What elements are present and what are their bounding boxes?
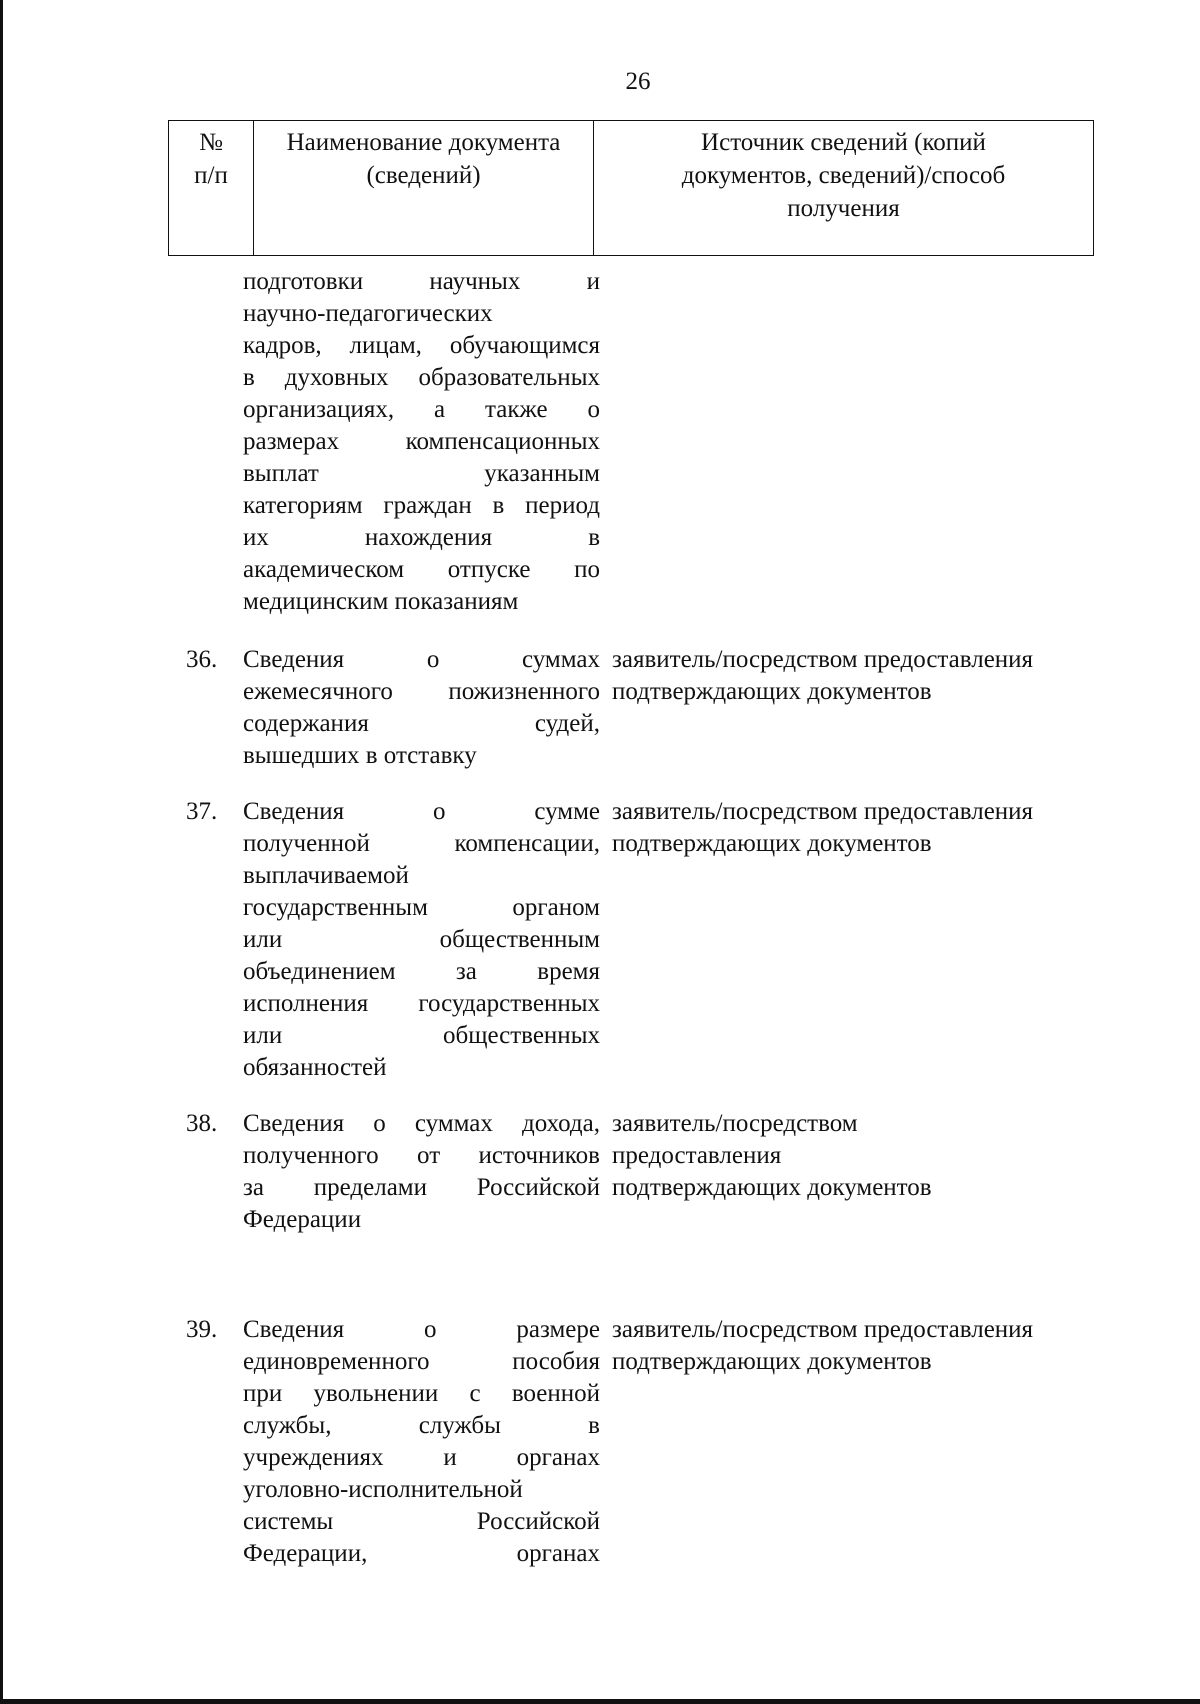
source-cell	[612, 1108, 1092, 1204]
document-name-cell	[243, 266, 600, 618]
text-line: кадров, лицам, обучающимся	[243, 332, 600, 359]
text-line: подготовки научных и	[243, 268, 600, 295]
text-line: при увольнении с военной	[243, 1380, 600, 1407]
text-line: подтверждающих документов	[612, 1174, 932, 1201]
text-line: за пределами Российской	[243, 1174, 600, 1201]
scan-edge-left	[0, 0, 3, 1704]
text-line: выплачиваемой	[243, 862, 409, 889]
text-line: единовременного пособия	[243, 1348, 600, 1375]
text-line: содержания судей,	[243, 710, 600, 737]
row-number: 37.	[186, 798, 218, 825]
text-line: предоставления	[612, 1142, 782, 1169]
document-name-cell	[243, 644, 600, 772]
text-line: заявитель/посредством предоставления	[612, 1316, 1034, 1343]
text-line: заявитель/посредством предоставления	[612, 646, 1034, 673]
text-line: их нахождения в	[243, 524, 600, 551]
text-line: Сведения о суммах	[243, 646, 600, 673]
text-line: научно-педагогических	[243, 300, 493, 327]
text-line: организациях, а также о	[243, 396, 600, 423]
text-line: учреждениях и органах	[243, 1444, 600, 1471]
text-line: или общественным	[243, 926, 600, 953]
text-line: государственным органом	[243, 894, 600, 921]
text-line: уголовно-исполнительной	[243, 1476, 523, 1503]
text-line: объединением за время	[243, 958, 600, 985]
text-line: академическом отпуске по	[243, 556, 600, 583]
text-line: исполнения государственных	[243, 990, 600, 1017]
text-line: подтверждающих документов	[612, 1348, 932, 1375]
text-line: размерах компенсационных	[243, 428, 600, 455]
source-cell	[612, 1314, 1092, 1378]
text-line: или общественных	[243, 1022, 600, 1049]
text-line: медицинским показаниям	[243, 588, 519, 615]
text-line: службы, службы в	[243, 1412, 600, 1439]
document-name-cell	[243, 1314, 600, 1570]
text-line: полученной компенсации,	[243, 830, 600, 857]
text-line: заявитель/посредством предоставления	[612, 798, 1034, 825]
source-cell	[612, 796, 1092, 860]
document-name-cell	[243, 796, 600, 1084]
text-line: Сведения о сумме	[243, 798, 600, 825]
header-text: Источник сведений (копий	[701, 129, 986, 156]
header-text: (сведений)	[366, 162, 481, 189]
header-text: документов, сведений)/способ	[681, 162, 1006, 189]
document-name-cell	[243, 1108, 600, 1236]
header-cell-source	[594, 121, 1093, 255]
text-line: Сведения о суммах дохода,	[243, 1110, 600, 1137]
text-line: ежемесячного пожизненного	[243, 678, 600, 705]
source-cell	[612, 644, 1092, 708]
row-number: 36.	[186, 646, 218, 673]
text-line: категориям граждан в период	[243, 492, 600, 519]
text-line: Федерации	[243, 1206, 362, 1233]
header-cell-document-name	[254, 121, 594, 255]
text-line: Сведения о размере	[243, 1316, 600, 1343]
text-line: вышедших в отставку	[243, 742, 477, 769]
text-line: выплат указанным	[243, 460, 600, 487]
text-line: полученного от источников	[243, 1142, 600, 1169]
text-line: подтверждающих документов	[612, 830, 932, 857]
scan-edge-bottom	[0, 1699, 1200, 1704]
header-cell-number	[169, 121, 254, 255]
row-number: 39.	[186, 1316, 218, 1343]
text-line: заявитель/посредством	[612, 1110, 858, 1137]
header-text: Наименование документа	[286, 129, 561, 156]
text-line: в духовных образовательных	[243, 364, 600, 391]
header-text: №	[199, 129, 223, 156]
row-number: 38.	[186, 1110, 218, 1137]
header-text: п/п	[194, 162, 228, 189]
header-text: получения	[787, 195, 900, 222]
page-number: 26	[625, 68, 651, 95]
text-line: подтверждающих документов	[612, 678, 932, 705]
table-header	[168, 120, 1094, 256]
text-line: обязанностей	[243, 1054, 387, 1081]
text-line: Федерации, органах	[243, 1540, 600, 1567]
text-line: системы Российской	[243, 1508, 600, 1535]
